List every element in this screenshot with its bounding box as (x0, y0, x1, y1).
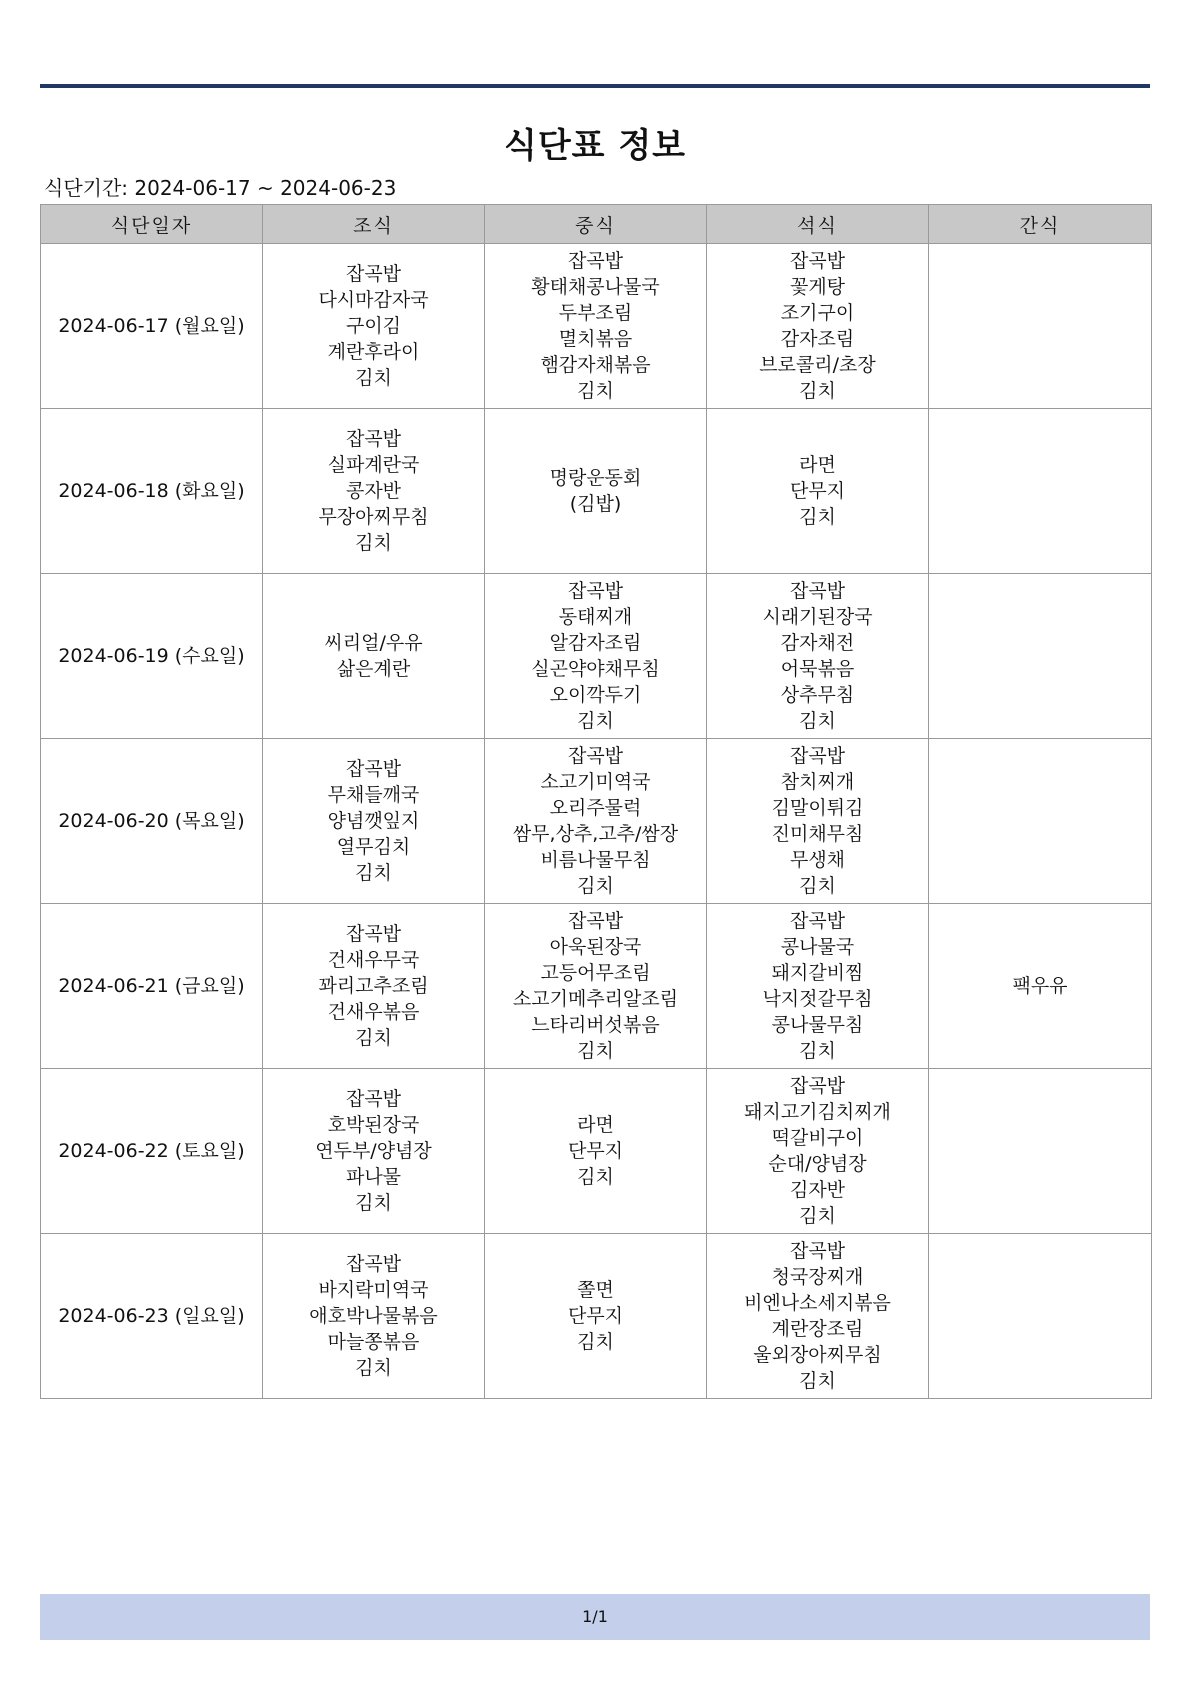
dish-item: 꽈리고추조림 (318, 975, 429, 997)
dish-item: 비름나물무침 (540, 849, 651, 871)
dish-item: 콩나물국 (780, 936, 855, 958)
dinner-cell (707, 574, 929, 739)
dish-item: 햄감자채볶음 (540, 354, 651, 376)
dish-item: 감자조림 (780, 328, 855, 350)
meal-table (40, 204, 1152, 1399)
dish-item: 파나물 (345, 1166, 402, 1188)
dish-item: 김치 (799, 710, 836, 732)
dish-item: 김치 (577, 875, 614, 897)
dish-item: 명랑운동회 (549, 467, 642, 489)
dish-item: 연두부/양념장 (315, 1140, 432, 1162)
dish-item: 아욱된장국 (549, 936, 642, 958)
dish-item: 다시마감자국 (318, 289, 429, 311)
dish-item: 단무지 (789, 480, 846, 502)
dish-item: 잡곡밥 (567, 745, 624, 767)
dish-item: 계란장조림 (771, 1318, 864, 1340)
meal-period-label: 식단기간: 2024-06-17 ~ 2024-06-23 (44, 176, 397, 200)
dish-item: 김치 (355, 1357, 392, 1379)
dish-item: 라면 (577, 1114, 614, 1136)
dish-item: 김치 (799, 506, 836, 528)
dish-item: 김치 (577, 710, 614, 732)
dish-item: 진미채무침 (771, 823, 864, 845)
dish-item: 잡곡밥 (789, 745, 846, 767)
dish-item: 조기구이 (780, 302, 855, 324)
dish-item: 잡곡밥 (345, 923, 402, 945)
dish-item: 두부조림 (558, 302, 633, 324)
breakfast-cell (263, 244, 485, 409)
date-cell: 2024-06-18 (화요일) (41, 409, 263, 574)
snack-cell (929, 244, 1152, 409)
breakfast-cell (263, 904, 485, 1069)
header-date: 식단일자 (41, 205, 263, 244)
top-rule (40, 84, 1150, 88)
dish-item: 마늘쫑볶음 (327, 1331, 420, 1353)
header-snack: 간식 (929, 205, 1152, 244)
dish-item: 실파계란국 (327, 454, 420, 476)
dish-item: 무장아찌무침 (318, 506, 429, 528)
dish-item: 삶은계란 (336, 658, 411, 680)
dish-item: 구이김 (345, 315, 402, 337)
dish-item: 김치 (799, 380, 836, 402)
table-row (41, 574, 1152, 739)
lunch-cell (485, 1069, 707, 1234)
dish-item: 씨리얼/우유 (324, 632, 423, 654)
dish-item: 김치 (577, 380, 614, 402)
dish-item: 애호박나물볶음 (309, 1305, 438, 1327)
dish-item: 잡곡밥 (345, 263, 402, 285)
header-breakfast: 조식 (263, 205, 485, 244)
dish-item: 소고기메추리알조림 (512, 988, 679, 1010)
table-row (41, 904, 1152, 1069)
dish-item: 김말이튀김 (771, 797, 864, 819)
breakfast-cell (263, 1069, 485, 1234)
dish-item: 쌈무,상추,고추/쌈장 (512, 823, 679, 845)
dish-item: 잡곡밥 (345, 1088, 402, 1110)
snack-cell (929, 904, 1152, 1069)
lunch-cell (485, 244, 707, 409)
dish-item: 김치 (799, 875, 836, 897)
dish-item: 잡곡밥 (345, 428, 402, 450)
page-title: 식단표 정보 (503, 126, 687, 166)
snack-cell (929, 574, 1152, 739)
lunch-cell (485, 409, 707, 574)
header-dinner: 석식 (707, 205, 929, 244)
dish-item: 알감자조림 (549, 632, 642, 654)
dinner-cell (707, 244, 929, 409)
dinner-cell (707, 1234, 929, 1399)
breakfast-cell (263, 574, 485, 739)
breakfast-cell (263, 1234, 485, 1399)
dish-item: 돼지갈비찜 (771, 962, 864, 984)
dish-item: 낙지젓갈무침 (762, 988, 873, 1010)
dish-item: 김치 (799, 1205, 836, 1227)
dish-item: 잡곡밥 (567, 910, 624, 932)
dinner-cell (707, 1069, 929, 1234)
snack-cell (929, 409, 1152, 574)
dish-item: 잡곡밥 (345, 758, 402, 780)
dish-item: 김치 (355, 1192, 392, 1214)
dish-item: 참치찌개 (780, 771, 855, 793)
table-header-row (41, 205, 1152, 244)
snack-cell (929, 1234, 1152, 1399)
snack-cell (929, 1069, 1152, 1234)
breakfast-cell (263, 739, 485, 904)
table-row (41, 244, 1152, 409)
table-row (41, 739, 1152, 904)
dish-item: 울외장아찌무침 (753, 1344, 882, 1366)
table-body (41, 244, 1152, 1399)
dish-item: 어묵볶음 (780, 658, 855, 680)
dish-item: 김치 (355, 367, 392, 389)
dish-item: 양념깻잎지 (327, 810, 420, 832)
date-cell: 2024-06-19 (수요일) (41, 574, 263, 739)
dish-item: 돼지고기김치찌개 (744, 1101, 891, 1123)
dish-item: 순대/양념장 (768, 1153, 867, 1175)
dish-item: 열무김치 (336, 836, 411, 858)
dish-item: 비엔나소세지볶음 (744, 1292, 891, 1314)
dish-item: 김치 (355, 1027, 392, 1049)
dish-item: 무생채 (789, 849, 846, 871)
dish-item: 꽃게탕 (789, 276, 846, 298)
dish-item: 건새우무국 (327, 949, 420, 971)
page-number: 1/1 (582, 1607, 608, 1626)
dish-item: 김치 (355, 532, 392, 554)
dish-item: 느타리버섯볶음 (531, 1014, 660, 1036)
dish-item: 콩자반 (345, 480, 402, 502)
dish-item: 호박된장국 (327, 1114, 420, 1136)
date-cell: 2024-06-23 (일요일) (41, 1234, 263, 1399)
dish-item: 바지락미역국 (318, 1279, 429, 1301)
dish-item: 무채들깨국 (327, 784, 420, 806)
lunch-cell (485, 1234, 707, 1399)
dish-item: 오이깍두기 (549, 684, 642, 706)
dish-item: 단무지 (567, 1305, 624, 1327)
dish-item: 잡곡밥 (567, 250, 624, 272)
dish-item: 실곤약야채무침 (531, 658, 660, 680)
dish-item: 김치 (577, 1166, 614, 1188)
dish-item: 김치 (577, 1331, 614, 1353)
dish-item: 팩우유 (1012, 975, 1068, 997)
dish-item: 김자반 (789, 1179, 846, 1201)
dinner-cell (707, 904, 929, 1069)
dish-item: 상추무침 (780, 684, 855, 706)
dish-item: 떡갈비구이 (771, 1127, 864, 1149)
dish-item: 잡곡밥 (789, 580, 846, 602)
dish-item: 건새우볶음 (327, 1001, 420, 1023)
dish-item: 잡곡밥 (789, 1240, 846, 1262)
dish-item: 잡곡밥 (567, 580, 624, 602)
date-cell: 2024-06-20 (목요일) (41, 739, 263, 904)
dish-item: 쫄면 (577, 1279, 614, 1301)
dish-item: 콩나물무침 (771, 1014, 864, 1036)
dish-item: 잡곡밥 (345, 1253, 402, 1275)
dish-item: 라면 (799, 454, 836, 476)
snack-cell (929, 739, 1152, 904)
dish-item: 감자채전 (780, 632, 855, 654)
table-row (41, 409, 1152, 574)
header-lunch: 중식 (485, 205, 707, 244)
dish-item: 오리주물럭 (549, 797, 642, 819)
table-row (41, 1234, 1152, 1399)
dish-item: 멸치볶음 (558, 328, 633, 350)
dish-item: 브로콜리/초장 (759, 354, 876, 376)
lunch-cell (485, 574, 707, 739)
dish-item: 김치 (799, 1040, 836, 1062)
dish-item: 고등어무조림 (540, 962, 651, 984)
dish-item: 계란후라이 (327, 341, 420, 363)
dish-item: 청국장찌개 (771, 1266, 864, 1288)
lunch-cell (485, 904, 707, 1069)
date-cell: 2024-06-22 (토요일) (41, 1069, 263, 1234)
dish-item: 김치 (799, 1370, 836, 1392)
dish-item: 잡곡밥 (789, 910, 846, 932)
dish-item: 잡곡밥 (789, 250, 846, 272)
dish-item: 잡곡밥 (789, 1075, 846, 1097)
dish-item: 소고기미역국 (540, 771, 651, 793)
dish-item: 시래기된장국 (762, 606, 873, 628)
footer-bar (40, 1594, 1150, 1640)
dish-item: 김치 (355, 862, 392, 884)
breakfast-cell (263, 409, 485, 574)
date-cell: 2024-06-21 (금요일) (41, 904, 263, 1069)
date-cell: 2024-06-17 (월요일) (41, 244, 263, 409)
dish-item: (김밥) (569, 493, 622, 515)
dish-item: 동태찌개 (558, 606, 633, 628)
lunch-cell (485, 739, 707, 904)
dish-item: 단무지 (567, 1140, 624, 1162)
dinner-cell (707, 409, 929, 574)
dish-item: 황태채콩나물국 (531, 276, 660, 298)
table-row (41, 1069, 1152, 1234)
dinner-cell (707, 739, 929, 904)
dish-item: 김치 (577, 1040, 614, 1062)
